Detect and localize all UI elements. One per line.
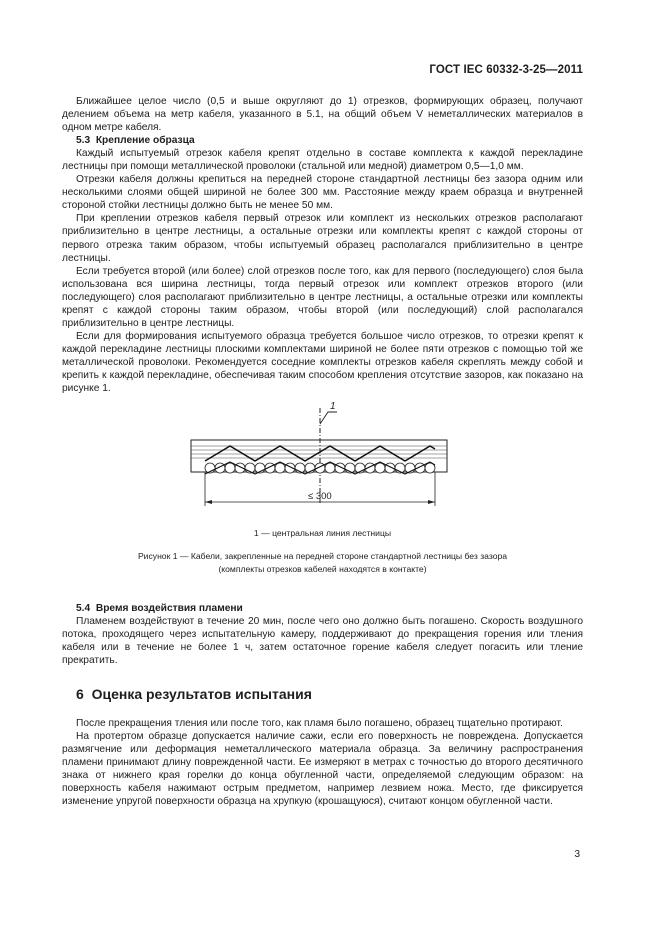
section-title: Крепление образца (95, 135, 195, 147)
section-number: 6 (76, 686, 84, 702)
paragraph: Если для формирования испытуемого образца требуется большое число отрезков, то отрезки крепят к каждой перекладине лестницы плоскими комплектами шириной не более пяти отрезков с помощью той же металлической проволоки. Рекомендуется соседние комплекты отрезков кабеля скреплять между собой и крепить к каждой перекладине, обеспечивая таким способом крепления отсутствие зазоров, как показано на рисунке 1. (62, 330, 583, 395)
figure-legend: 1 — центральная линия лестницы (253, 528, 392, 538)
figure-caption-line-1: Рисунок 1 — Кабели, закрепленные на передней стороне стандартной лестницы без зазора (137, 551, 508, 561)
dimension-arrow-right (428, 500, 435, 504)
section-5-4-block (62, 602, 583, 667)
dimension-label: ≤ 300 (308, 491, 332, 502)
label-1: 1 (330, 401, 336, 412)
top-text-block (62, 95, 583, 395)
document-header: ГОСТ IEC 60332-3-25—2011 (429, 64, 583, 76)
dimension-arrow-left (205, 500, 212, 504)
section-heading-6 (76, 686, 312, 702)
figure-1-drawing (62, 398, 583, 524)
section-title: Время воздействия пламени (95, 603, 243, 614)
section-heading-5-3 (62, 134, 583, 147)
paragraph: Пламенем воздействуют в течение 20 мин, после чего оно должно быть погашено. Скорость воздушного потока, проходящего через испытательную камеру, поддерживают до прекращения горения или тления кабеля или в течение не более 1 ч, затем остаточное горение кабеля следует погасить или тление прекратить. (62, 616, 583, 667)
paragraph: Отрезки кабеля должны крепиться на передней стороне стандартной лестницы без зазора одним или несколькими слоями общей шириной не более 300 мм. Расстояние между краем образца и внутренней стороной стойки лестницы должно быть не менее 50 мм. (62, 174, 583, 212)
section-heading-5-4 (62, 602, 583, 615)
figure-caption-line-2: (комплекты отрезков кабелей находятся в контакте) (218, 564, 427, 574)
paragraph: После прекращения тления или после того, как пламя было погашено, образец тщательно протирают. (76, 718, 563, 729)
paragraph: Ближайшее целое число (0,5 и выше округляют до 1) отрезков, формирующих образец, получают делением объема на метр кабеля, указанного в 5.1, на общий объем V неметаллических материалов в одном метре кабеля. (62, 96, 583, 134)
paragraph: На протертом образце допускается наличие сажи, если его поверхность не повреждена. Допускается размягчение или деформация неметаллического материала образца. За величину распространения пламени принимают длину поврежденной части. Ее измеряют в метрах с точностью до второго десятичного знака от нижнего края горелки до конца обугленной части, определяемой следующим образом: на поверхность кабеля нажимают острым предметом, например лезвием ножа. Место, где фиксируется изменение упругой поверхности образца на хрупкую (крошащуюся), считают концом обугленной части. (62, 731, 583, 808)
page-number: 3 (574, 849, 580, 860)
label-leader-line (320, 412, 337, 424)
section-6-block (62, 717, 583, 808)
section-number: 5.3 (76, 135, 91, 147)
section-number: 5.4 (76, 603, 91, 614)
paragraph: Каждый испытуемый отрезок кабеля крепят отдельно в составе комплекта к каждой перекладине лестницы при помощи металлической проволоки (стальной или медной) диаметром 0,5—1,0 мм. (62, 148, 583, 173)
paragraph: При креплении отрезков кабеля первый отрезок или комплект из нескольких отрезков располагают приблизительно в центре лестницы, а остальные отрезки или комплекты крепят с каждой стороны от первого отрезка таким образом, чтобы испытуемый образец располагался приблизительно в центре лестницы. (62, 213, 583, 264)
paragraph: Если требуется второй (или более) слой отрезков после того, как для первого (последующего) слоя была использована вся ширина лестницы, тогда первый отрезок или комплект отрезков второго (или последующего) слоя располагают приблизительно в центре лестницы, а остальные отрезки или комплекты крепят с каждой стороны таким образом, чтобы второй (или последующий) слой располагался приблизительно в центре лестницы. (62, 265, 583, 329)
section-title: Оценка результатов испытания (91, 686, 312, 702)
